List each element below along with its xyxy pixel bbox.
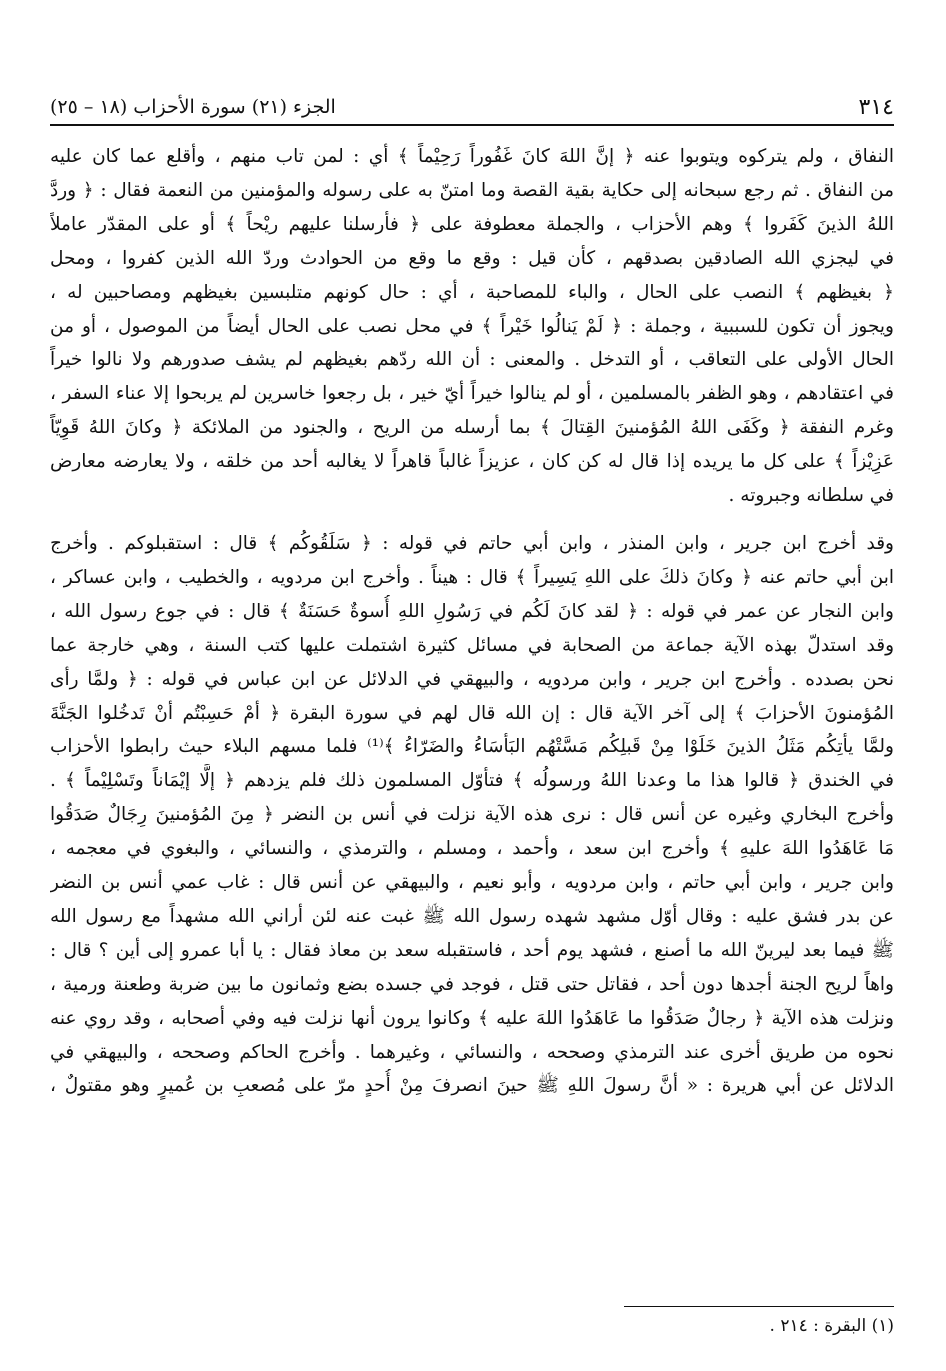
text-line: الدلائل عن أبي هريرة : « أنَّ رسولَ اللهِ ﷺ حينَ انصرفَ مِنْ أُحدٍ مرّ على مُصعبِ بن عُميرٍ وهو مقتولٌ ، <box>50 1075 894 1097</box>
text-line: في الخندق ﴿ قالوا هذا ما وعدنا اللهُ ورسولُه ﴾ فتأوّل المسلمون ذلك فلم يزدهم ﴿ إلَّا إيْمَاناً وتَسْلِيْماً ﴾ . <box>50 770 894 792</box>
text-line: نحوه من طريق أخرى عند الترمذي وصححه ، والنسائي ، وغيرهما . وأخرج الحاكم وصححه ، والبيهقي في <box>50 1041 894 1063</box>
text-line: ويجوز أن تكون للسببية ، وجملة : ﴿ لَمْ يَنالُوا خَيْراً ﴾ في محل نصب على الحال أيضاً من الموصول ، أو من <box>50 315 894 337</box>
page-number: ٣١٤ <box>858 95 894 120</box>
paragraph-1 <box>50 140 894 513</box>
text-line: وغرم النفقة ﴿ وكَفَى اللهُ المُؤمنينَ القِتالَ ﴾ بما أرسله من الريح ، والجنود من الملائكة ﴿ وكانَ اللهُ قَوِيّاً <box>50 417 894 439</box>
footnote: (١) البقرة : ٢١٤ . <box>769 1316 894 1336</box>
text-line: ونزلت هذه الآية ﴿ رجالٌ صَدَقُوا ما عَاهَدُوا اللهَ عليه ﴾ وكانوا يرون أنها نزلت فيه وفي أصحابه ، وقد روي عنه <box>50 1007 894 1029</box>
text-line: وقد أخرج ابن جرير ، وابن المنذر ، وابن أبي حاتم في قوله : ﴿ سَلَقُوكُم ﴾ قال : استقبلوكم . وأخرج <box>50 532 894 554</box>
running-title: الجزء (٢١) سورة الأحزاب (١٨ – ٢٥) <box>50 96 336 118</box>
text-line: الحال الأولى على التعاقب ، أو التدخل . والمعنى : أن الله ردّهم بغيظهم لم يشف صدورهم ولا نالوا خيراً <box>50 349 894 371</box>
text-line: النفاق ، ولم يتركوه ويتوبوا عنه ﴿ إنَّ اللهَ كانَ غَفُوراً رَحِيْماً ﴾ أي : لمن تاب منهم ، وأقلع عما كان عليه <box>50 146 894 167</box>
paragraph-2 <box>50 527 894 1103</box>
text-line: اللهُ الذينَ كَفَروا ﴾ وهم الأحزاب ، والجملة معطوفة على ﴿ فأرسلنا عليهم ريْحاً ﴾ أو على المقدّر عاملاً <box>50 213 894 235</box>
text-line: ﴿ بغيظهم ﴾ النصب على الحال ، والباء للمصاحبة ، أي : حال كونهم متلبسين بغيظهم ومصاحبين له ، <box>50 281 894 303</box>
text-line: ولمَّا يأتِكُم مَثَلُ الذينَ خَلَوْا مِنْ قَبلِكُم مَسَّتْهُم البَأسَاءُ والضَرّاءُ ﴾⁽¹⁾ فلما مسهم البلاء حيث رابطوا الأحزاب <box>50 736 894 758</box>
text-line: ابن أبي حاتم عنه ﴿ وكانَ ذلكَ على اللهِ يَسِيراً ﴾ قال : هيناً . وأخرج ابن مردويه ، والخطيب ، وابن عساكر ، <box>50 566 894 588</box>
text-line: في ليجزي الله الصادقين بصدقهم ، كأن قيل : وقع ما وقع من الحوادث وردّ الله الذين كفروا ، ومحل <box>50 247 894 269</box>
text-line: وابن النجار عن عمر في قوله : ﴿ لقد كانَ لَكُم في رَسُولِ اللهِ أُسوةٌ حَسَنَةٌ ﴾ قال : في جوع رسول الله ، <box>50 600 894 622</box>
text-line: ﷺ فيما بعد ليرينّ الله ما أصنع ، فشهد يوم أحد ، فاستقبله سعد بن معاذ فقال : يا أبا عمرو إلى أين ؟ قال : <box>50 939 894 961</box>
text-line: عَزِيْزاً ﴾ على كل ما يريده إذا قال له كن كان ، عزيزاً غالباً قاهراً لا يغالبه أحد من خلقه ، ولا يعارضه معارض <box>50 451 894 473</box>
text-line: عن بدر فشق عليه : وقال أوّل مشهد شهده رسول الله ﷺ غبت عنه لئن أراني الله مشهداً مع رسول الله <box>50 905 894 927</box>
main-text <box>50 140 894 1103</box>
text-line: وأخرج البخاري وغيره عن أنس قال : نرى هذه الآية نزلت في أنس بن النضر ﴿ مِنَ المُؤمنينَ رِجَالٌ صَدَقُوا <box>50 804 894 826</box>
text-line: من النفاق . ثم رجع سبحانه إلى حكاية بقية القصة وما امتنّ به على رسوله والمؤمنين من النعمة فقال : ﴿ وردَّ <box>50 179 894 201</box>
page-header <box>50 84 894 126</box>
text-line: مَا عَاهَدُوا اللهَ عليهِ ﴾ وأخرج ابن سعد ، وأحمد ، ومسلم ، والترمذي ، والنسائي ، والبغوي في معجمه ، <box>50 838 894 860</box>
text-line: المُؤمنونَ الأحزابَ ﴾ إلى آخر الآية قال : إن الله قال لهم في سورة البقرة ﴿ أمْ حَسِبْتُم أنْ تَدخُلوا الجَنَّةَ <box>50 702 894 724</box>
text-line: في اعتقادهم ، وهو الظفر بالمسلمين ، أو لم ينالوا خيراً أيّ خير ، بل رجعوا خاسرين لم يربحوا إلا عناء السفر ، <box>50 383 894 405</box>
text-line: وقد استدلّ بهذه الآية جماعة من الصحابة في مسائل كثيرة اشتملت عليها كتب السنة ، وهي خارجة عما <box>50 634 894 656</box>
text-line: في سلطانه وجبروته . <box>728 485 894 507</box>
footnote-divider <box>624 1306 894 1307</box>
text-line: نحن بصدده . وأخرج ابن جرير ، وابن مردويه ، والبيهقي في الدلائل عن ابن عباس في قوله : ﴿ ولمَّا رأى <box>50 668 894 690</box>
text-line: واهاً لريح الجنة أجدها دون أحد ، فقاتل حتى قتل ، فوجد في جسده بضع وثمانون ما بين ضربة وطعنة ورمية ، <box>50 973 894 995</box>
text-line: وابن جرير ، وابن أبي حاتم ، وابن مردويه ، وأبو نعيم ، والبيهقي عن أنس قال : غاب عمي أنس بن النضر <box>50 872 894 894</box>
